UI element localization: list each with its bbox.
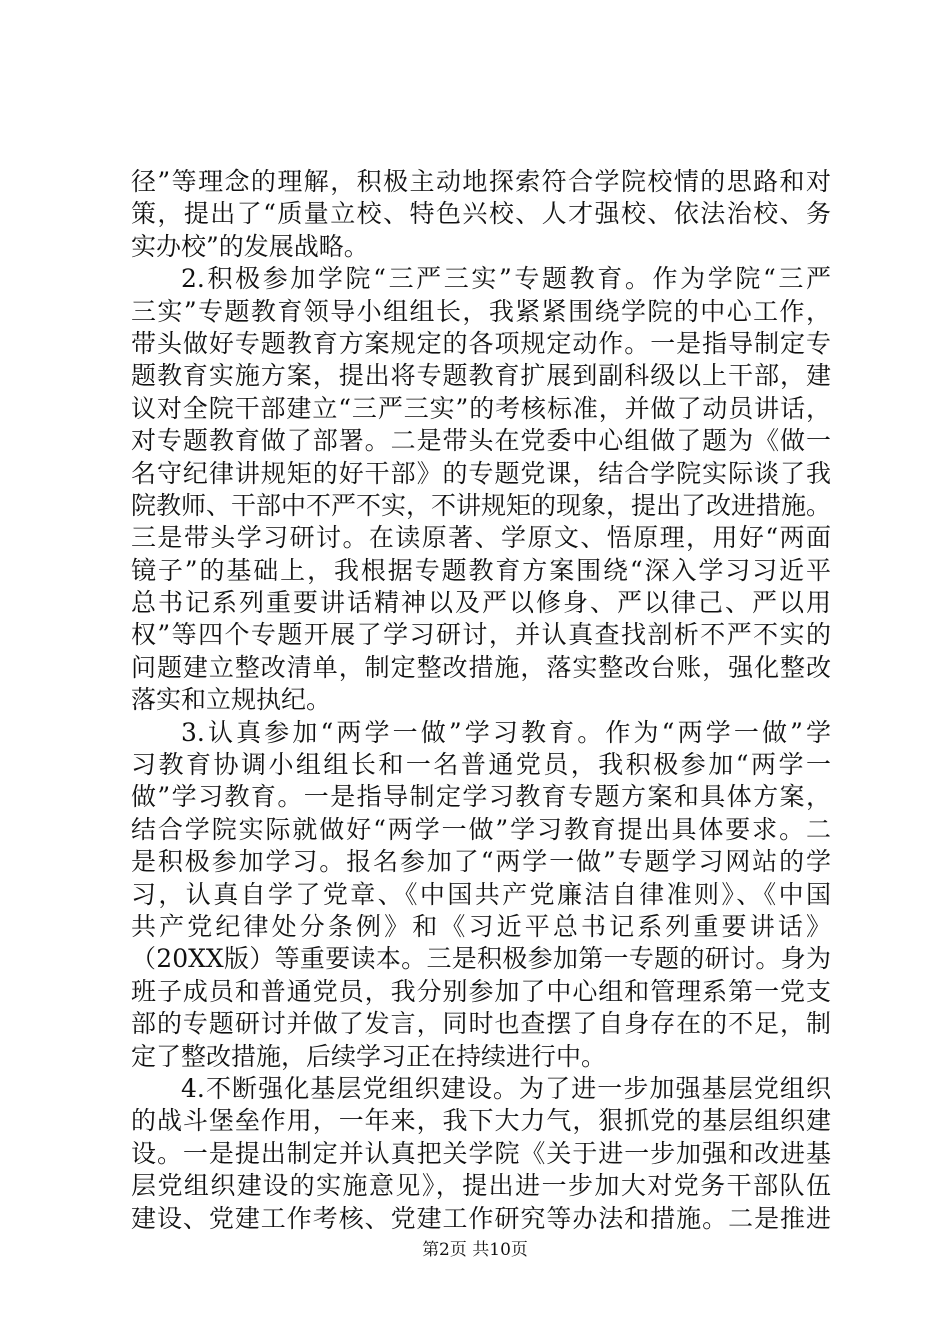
text-line: 习，认真自学了党章、《中国共产党廉洁自律准则》、《中国 [131, 879, 831, 909]
text-line: 习教育协调小组组长和一名普通党员，我积极参加“两学一 [131, 750, 831, 780]
text-line: （20XX版）等重要读本。三是积极参加第一专题的研讨。身为 [131, 944, 831, 974]
text-line: 三是带头学习研讨。在读原著、学原文、悟原理，用好“两面 [131, 523, 831, 553]
text-line: 部的专题研讨并做了发言，同时也查摆了自身存在的不足，制 [131, 1009, 831, 1039]
text-line: 4.不断强化基层党组织建设。为了进一步加强基层党组织 [181, 1073, 831, 1103]
page-number: 第2页 共10页 [422, 1240, 528, 1260]
text-line: 设。一是提出制定并认真把关学院《关于进一步加强和改进基 [131, 1138, 831, 1168]
text-line: 议对全院干部建立“三严三实”的考核标准，并做了动员讲话， [131, 393, 831, 423]
text-line: 落实和立规执纪。 [131, 685, 332, 715]
text-line: 问题建立整改清单，制定整改措施，落实整改台账，强化整改 [131, 652, 831, 682]
text-line: 名守纪律讲规矩的好干部》的专题党课，结合学院实际谈了我 [131, 458, 831, 488]
text-line: 共产党纪律处分条例》和《习近平总书记系列重要讲话》 [131, 911, 831, 941]
text-line: 建设、党建工作考核、党建工作研究等办法和措施。二是推进 [131, 1203, 831, 1233]
text-line: 径”等理念的理解，积极主动地探索符合学院校情的思路和对 [131, 167, 831, 196]
body-text [131, 166, 831, 1235]
text-line: 层党组织建设的实施意见》，提出进一步加大对党务干部队伍 [131, 1171, 831, 1201]
text-line: 班子成员和普通党员，我分别参加了中心组和管理系第一党支 [131, 976, 831, 1006]
text-line: 实办校”的发展战略。 [131, 231, 369, 261]
text-line: 题教育实施方案，提出将专题教育扩展到副科级以上干部，建 [131, 361, 831, 391]
text-line: 结合学院实际就做好“两学一做”学习教育提出具体要求。二 [131, 814, 831, 844]
text-line: 3.认真参加“两学一做”学习教育。作为“两学一做”学 [181, 717, 831, 747]
text-line: 是积极参加学习。报名参加了“两学一做”专题学习网站的学 [131, 847, 831, 877]
text-line: 的战斗堡垒作用，一年来，我下大力气，狠抓党的基层组织建 [131, 1106, 831, 1136]
text-line: 对专题教育做了部署。二是带头在党委中心组做了题为《做一 [131, 426, 831, 456]
text-line: 三实”专题教育领导小组组长，我紧紧围绕学院的中心工作， [131, 296, 831, 326]
text-line: 总书记系列重要讲话精神以及严以修身、严以律己、严以用 [131, 588, 831, 618]
text-line: 定了整改措施，后续学习正在持续进行中。 [131, 1041, 607, 1071]
text-line: 策，提出了“质量立校、特色兴校、人才强校、依法治校、务 [131, 199, 831, 229]
text-line: 2.积极参加学院“三严三实”专题教育。作为学院“三严 [181, 264, 831, 294]
text-line: 院教师、干部中不严不实，不讲规矩的现象，提出了改进措施。 [131, 490, 832, 520]
text-line: 镜子”的基础上，我根据专题教育方案围绕“深入学习习近平 [131, 555, 831, 585]
text-line: 权”等四个专题开展了学习研讨，并认真查找剖析不严不实的 [131, 620, 831, 650]
text-line: 做”学习教育。一是指导制定学习教育专题方案和具体方案， [131, 782, 831, 812]
text-line: 带头做好专题教育方案规定的各项规定动作。一是指导制定专 [131, 328, 831, 358]
page-footer [0, 1238, 950, 1262]
